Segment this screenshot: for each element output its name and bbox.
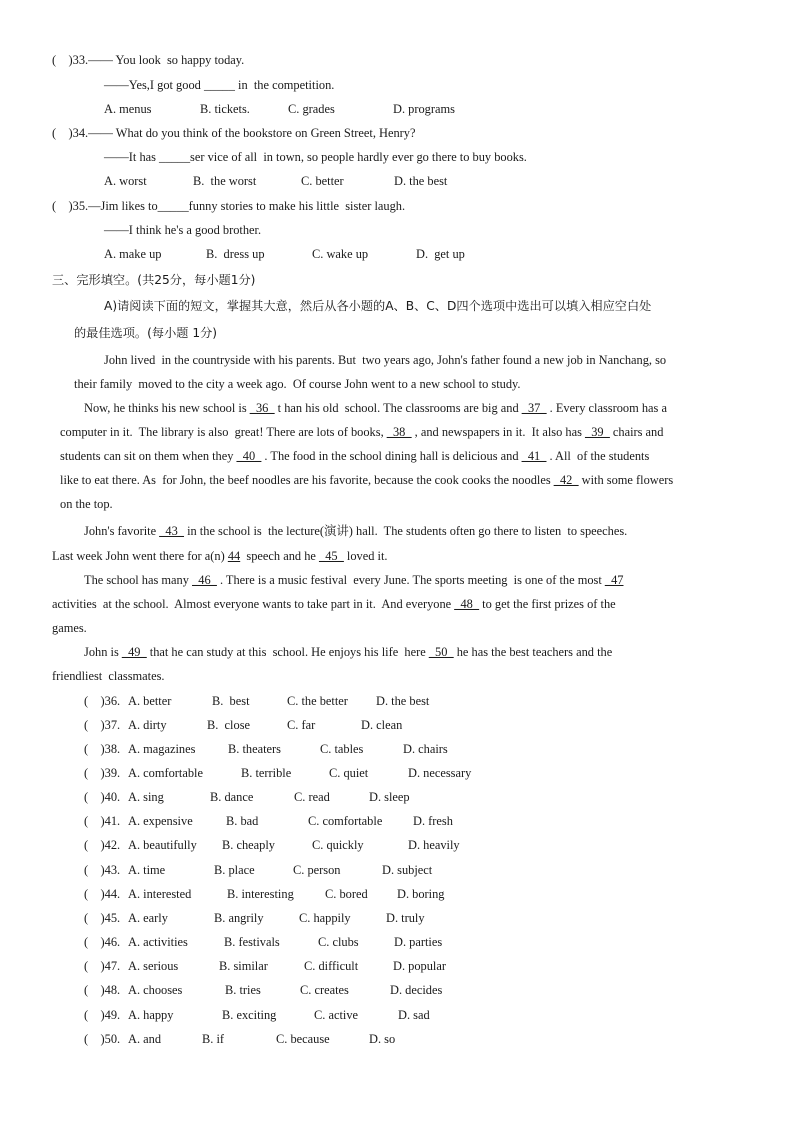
option-a: A. sing [128,790,164,804]
passage-line: John lived in the countryside with his parents. But two years ago, John's father found a new job in Nanchang, so [104,353,667,367]
option-a: A. and [128,1032,162,1046]
passage-line [84,523,627,539]
option-d: D. fresh [413,814,453,828]
option-b: B. best [212,694,250,708]
option-d: D. heavily [408,838,460,852]
passage-text: , and newspapers in it. It also has [411,425,585,439]
question-number: ( )41. [84,814,121,828]
passage-text: loved it. [343,549,388,563]
passage-text: computer in it. The library is also great! There are lots of books, [60,425,387,439]
passage-text: Last week John went there for a(n) [52,549,228,563]
passage-text: he has the best teachers and the [453,645,613,659]
option-c: C. far [287,718,316,732]
passage-line: games. [52,621,87,635]
passage-text: like to eat there. As for John, the beef noodles are his favorite, because the cook cooks the noodles [60,473,554,487]
option-c: C. creates [300,983,349,997]
option-d: D. subject [382,863,433,877]
option-b: B. tickets. [200,102,250,116]
passage-line [84,644,612,660]
blank-43: _43_ [159,524,184,538]
blank-45: _45_ [319,549,344,563]
option-a: A. comfortable [128,766,204,780]
question-number: ( )38. [84,742,121,756]
option-a: A. interested [128,887,192,901]
option-d: D. truly [386,911,425,925]
blank-46: _46_ [192,573,217,587]
option-c: C. bored [325,887,368,901]
option-b: B. dress up [206,247,265,261]
blank-40: _40_ [236,449,262,463]
option-d: D. necessary [408,766,472,780]
question-number: ( )43. [84,863,121,877]
option-b: B. if [202,1032,225,1046]
passage-line: their family moved to the city a week ago. Of course John went to a new school to study. [74,377,521,391]
option-d: D. sleep [369,790,410,804]
option-a: A. beautifully [128,838,197,852]
blank-42: _42_ [553,473,579,487]
option-c: C. read [294,790,330,804]
option-b: B. close [207,718,251,732]
passage-text: John's favorite [84,524,160,538]
passage-text: t han his old school. The classrooms are big and [274,401,522,415]
option-c: C. person [293,863,341,877]
option-c: C. the better [287,694,348,708]
option-a: A. serious [128,959,179,973]
option-c: C. quickly [312,838,364,852]
passage-text: to get the first prizes of the [479,597,616,611]
option-d: D. the best [394,174,448,188]
passage-text: that he can study at this school. He enjoys his life here [146,645,429,659]
blank-38: _38_ [386,425,412,439]
option-a: A. make up [104,247,162,261]
option-b: B. angrily [214,911,264,925]
option-d: D. so [369,1032,396,1046]
blank-39: _39_ [585,425,610,439]
option-a: A. worst [104,174,147,188]
passage-text: Now, he thinks his new school is [84,401,250,415]
option-b: B. the worst [193,174,257,188]
option-c: C. quiet [329,766,369,780]
passage-line [60,424,663,440]
instruction-line-2: 的最佳选项。(每小题 1分) [74,326,218,340]
option-d: D. the best [376,694,430,708]
option-b: B. cheaply [222,838,275,852]
passage-text: activities at the school. Almost everyone wants to take part in it. And everyone [52,597,455,611]
option-b: B. tries [225,983,261,997]
option-c: C. comfortable [308,814,383,828]
passage-line [60,448,649,464]
option-c: C. happily [299,911,351,925]
option-a: A. dirty [128,718,167,732]
question-number: ( )49. [84,1008,121,1022]
blank-48: _48_ [454,597,480,611]
option-b: B. dance [210,790,254,804]
passage-line: friendliest classmates. [52,669,165,683]
option-a: A. chooses [128,983,183,997]
option-b: B. theaters [228,742,281,756]
passage-line: on the top. [60,497,113,511]
question-number: ( )47. [84,959,121,973]
question-number: ( )48. [84,983,121,997]
instruction-line-1: A)请阅读下面的短文，掌握其大意，然后从各小题的A、B、C、D四个选项中选出可以填入相应空白处 [104,299,652,313]
blank-47: _47 [604,573,624,587]
section-title: 三、完形填空。(共25分，每小题1分) [52,273,256,287]
option-a: A. expensive [128,814,193,828]
passage-text: . All of the students [546,449,650,463]
question-number: ( )39. [84,766,121,780]
question-number: ( )42. [84,838,121,852]
blank-41: _41_ [521,449,547,463]
option-d: D. parties [394,935,443,949]
option-b: B. bad [226,814,259,828]
option-a: A. early [128,911,168,925]
question-stem: ( )33.—— You look so happy today. [52,53,245,67]
option-d: D. get up [416,247,465,261]
option-d: D. boring [397,887,445,901]
question-reply: ——It has _____ser vice of all in town, so people hardly ever go there to buy books. [104,150,527,164]
option-a: A. happy [128,1008,174,1022]
option-b: B. festivals [224,935,280,949]
passage-text: in the school is the lecture(演讲) hall. The students often go there to listen to speeches. [183,524,628,538]
passage-line [60,472,673,488]
option-b: B. place [214,863,255,877]
passage-line [52,596,616,612]
option-d: D. clean [361,718,403,732]
passage-text: . The food in the school dining hall is delicious and [261,449,522,463]
option-a: A. activities [128,935,188,949]
question-number: ( )40. [84,790,121,804]
option-b: B. similar [219,959,268,973]
passage-text: . Every classroom has a [546,401,667,415]
question-number: ( )50. [84,1032,121,1046]
option-a: A. better [128,694,172,708]
blank-44: 44 [227,549,241,563]
option-a: A. magazines [128,742,196,756]
option-b: B. interesting [227,887,294,901]
option-c: C. grades [288,102,335,116]
option-c: C. wake up [312,247,369,261]
question-number: ( )46. [84,935,121,949]
option-d: D. popular [393,959,446,973]
passage-text: The school has many [84,573,193,587]
option-a: A. time [128,863,166,877]
option-d: D. sad [398,1008,430,1022]
question-stem: ( )34.—— What do you think of the bookstore on Green Street, Henry? [52,126,416,140]
blank-50: _50_ [428,645,454,659]
blank-49: _49_ [121,645,147,659]
option-b: B. exciting [222,1008,277,1022]
question-number: ( )36. [84,694,121,708]
option-c: C. tables [320,742,364,756]
passage-text: speech and he [240,549,319,563]
option-c: C. active [314,1008,359,1022]
question-reply: ——I think he's a good brother. [104,223,262,237]
option-a: A. menus [104,102,152,116]
blank-36: _36_ [249,401,275,415]
option-d: D. programs [393,102,455,116]
option-c: C. because [276,1032,330,1046]
passage-text: with some flowers [578,473,674,487]
passage-text: John is [84,645,122,659]
passage-text: . There is a music festival every June. The sports meeting is one of the most [216,573,605,587]
passage-line [52,548,388,564]
question-number: ( )37. [84,718,121,732]
question-number: ( )44. [84,887,121,901]
option-d: D. decides [390,983,443,997]
passage-line [84,572,623,588]
option-c: C. clubs [318,935,359,949]
question-number: ( )45. [84,911,121,925]
question-reply: ——Yes,I got good _____ in the competition. [104,78,335,92]
option-c: C. difficult [304,959,359,973]
option-c: C. better [301,174,344,188]
passage-text: chairs and [609,425,664,439]
question-stem: ( )35.—Jim likes to_____funny stories to make his little sister laugh. [52,199,406,213]
blank-37: _37_ [521,401,547,415]
passage-line [84,400,667,416]
option-b: B. terrible [241,766,292,780]
option-d: D. chairs [403,742,448,756]
passage-text: students can sit on them when they [60,449,237,463]
